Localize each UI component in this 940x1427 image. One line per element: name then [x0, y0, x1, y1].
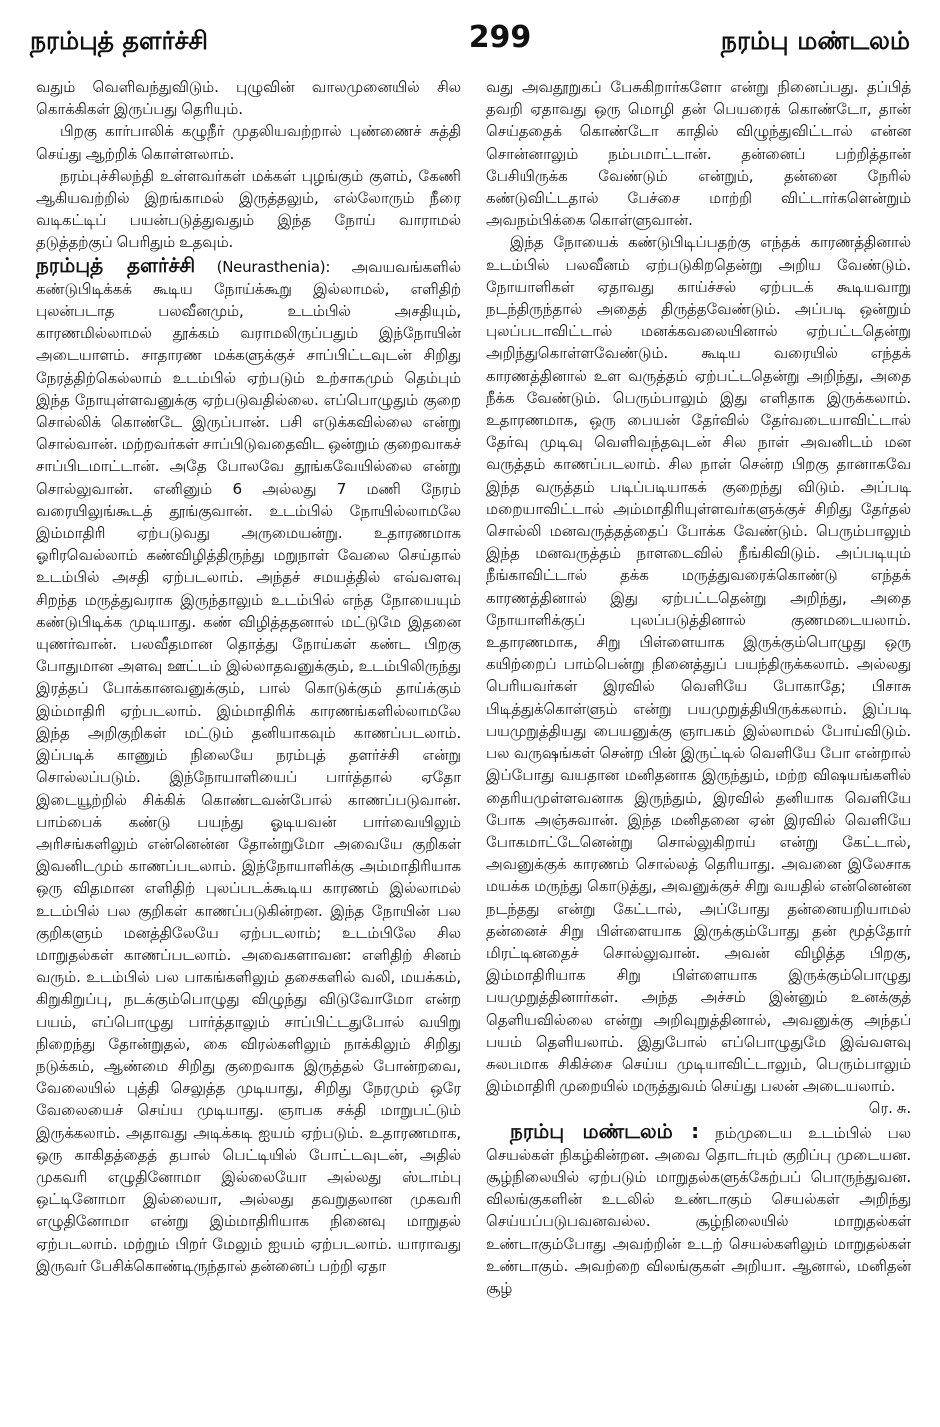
entry-body: நம்முடைய உடம்பில் பல செயல்கள் நிகழ்கின்றன. அவை தொடர்பும் குறிப்பு முடையன. சூழ்நிலையில் ஏற்படும் மாறுதல்களுக்கேற்பப் பொருந்துவன. விலங்குகளின் உடலில் உண்டாகும் செயல்கள் அறிந்து செய்யப்படுபவனவல்ல. சூழ்நிலையில் மாறுதல்கள் உண்டாகும்போது அவற்றின் உடற் செயல்களிலும் மாறுதல்கள் உண்டாகும். அவற்றை விலங்குகள் அறியா. ஆனால், மனிதன் சூழ் — [486, 1123, 911, 1297]
entry-title: நரம்புத் தளர்ச்சி — [36, 252, 196, 277]
running-head-right: நரம்பு மண்டலம் — [720, 26, 910, 55]
author-signature: ரெ. சு. — [868, 1099, 911, 1118]
left-column — [36, 76, 461, 1277]
running-head-left: நரம்புத் தளர்ச்சி — [30, 26, 208, 55]
entry-english-term: (Neurasthenia): — [216, 257, 331, 276]
paragraph: வது அவதூறுகப் பேசுகிறார்களோ என்று நினைப்பது. தப்பித் தவறி ஏதாவது ஒரு மொழி தன் பெயரைக் கொண்டோ, தான் செய்ததைக் கொண்டோ காதில் விழுந்துவிட்டால் என்ன சொன்னாலும் நம்பமாட்டான். தன்னைப் பற்றித்தான் பேசியிருக்க வேண்டும் என்றும், தன்னை நேரில் கண்டுவிட்டதால் பேச்சை மாற்றி விட்டார்களென்றும் அவநம்பிக்கை கொள்ளுவான். — [486, 78, 911, 230]
entry-paragraph — [36, 254, 461, 1277]
entry-paragraph — [486, 1120, 911, 1300]
page-number: 299 — [468, 20, 532, 55]
paragraph: நரம்புச்சிலந்தி உள்ளவர்கள் மக்கள் புழங்கும் குளம், கேணி ஆகியவற்றில் இறங்காமல் இருத்தலும், எல்லோரும் நீரை வடிகட்டிப் பயன்படுத்துவதும் இந்த நோய் வாராமல் தடுத்தற்குப் பெரிதும் உதவும். — [36, 166, 461, 252]
paragraph: வதும் வெளிவந்துவிடும். புழுவின் வாலமுனையில் சில கொக்கிகள் இருப்பது தெரியும். — [36, 78, 461, 119]
paragraph: பிறகு கார்பாலிக் கழுநீர் முதலியவற்றால் புண்ணைச் சுத்தி செய்து ஆற்றிக் கொள்ளலாம். — [36, 122, 461, 163]
right-column — [486, 76, 911, 1299]
entry-title: நரம்பு மண்டலம் : — [510, 1118, 700, 1143]
entry-body: அவயவங்களில் கண்டுபிடிக்கக் கூடிய நோய்க்கூறு இல்லாமல், எளிதிற் புலன்படாத பலவீனமும், உடம்பில் அசதியும், காரணமில்லாமல் தூக்கம் வராமலிருப்பதும் இந்நோயின் அடையாளம். சாதாரண மக்களுக்குச் சாப்பிட்டவுடன் சிறிது நேரத்திற்கெல்லாம் உடம்பில் ஏற்படும் உற்சாகமும் தெம்பும் இந்த நோயுள்ளவனுக்கு ஏற்படுவதில்லை. எப்பொழுதும் குறை சொல்லிக் கொண்டே இருப்பான். பசி எடுக்கவில்லை என்று சொல்வான். மற்றவர்கள் சாப்பிடுவதைவிட ஒன்றும் குறைவாகச் சாப்பிடமாட்டான். அதே போலவே தூங்கவேயில்லை என்று சொல்லுவான். எனினும் 6 அல்லது 7 மணி நேரம் வரையிலுங்கூடத் தூங்குவான். உடம்பில் நோயில்லாமலே இம்மாதிரி ஏற்படுவது அருமையன்று. உதாரணமாக ஓரிரவெல்லாம் கண்விழித்திருந்து மறுநாள் வேலை செய்தால் உடம்பில் அசதி ஏற்படலாம். அந்தச் சமயத்தில் எவ்வளவு சிறந்த மருத்துவராக இருந்தாலும் உடம்பில் எந்த நோயையும் கண்டுபிடிக்க முடியாது. கண் விழித்ததனால் மட்டுமே இதனை யுணர்வான். பலவீதமான தொத்து நோய்கள் கண்ட பிறகு போதுமான அளவு ஊட்டம் இல்லாதவனுக்கும், உடம்பிலிருந்து இரத்தப் போக்கானவனுக்கும், பால் கொடுக்கும் தாய்க்கும் இம்மாதிரி ஏற்படலாம். இம்மாதிரிக் காரணங்களில்லாமலே இந்த அறிகுறிகள் மட்டும் தனியாகவும் காணப்படலாம். இப்படிக் காணும் நிலையே நரம்புத் தளர்ச்சி என்று சொல்லப்படும். இந்நோயாளியைப் பார்த்தால் ஏதோ இடையூற்றில் சிக்கிக் கொண்டவன்போல் காணப்படுவான். பாம்பைக் கண்டு பயந்து ஓடியவன் பார்வையிலும் அரிசங்களிலும் என்னென்ன தோன்றுமோ அவையே குறிகள் இவனிடமும் காணப்படலாம். இந்நோயாளிக்கு அம்மாதிரியாக ஒரு விதமான எளிதிற் புலப்படக்கூடிய காரணம் இல்லாமல் உடம்பில் பல குறிகள் காணப்படுகின்றன. இந்த நோயின் பல குறிகளும் மனத்திலேயே ஏற்படலாம்; உடம்பிலே சில மாறுதல்கள் காணப்படலாம். அவைகளாவன: எளிதிற் சினம் வரும். உடம்பில் பல பாகங்களிலும் தசைகளில் வலி, மயக்கம், கிறுகிறுப்பு, நடக்கும்பொழுது விழுந்து விடுவோமோ என்ற பயம், எப்பொழுது பார்த்தாலும் சாப்பிட்டதுபோல் வயிறு நிறைந்து தோன்றுதல், கை விரல்களிலும் நாக்கிலும் சிறிது நடுக்கம், ஆண்மை சிறிது குறைவாக இருத்தல் போன்றவை, வேலையில் புத்தி செலுத்த முடியாது, சிறிது நேரமும் ஒரே வேலையைச் செய்ய முடியாது. ஞாபக சக்தி மாறுபட்டும் இருக்கலாம். அதாவது அடிக்கடி ஐயம் ஏற்படும். உதாரணமாக, ஒரு காகிதத்தைத் தபால் பெட்டியில் போட்டவுடன், அதில் முகவரி எழுதினோமா இல்லையோ அல்லது ஸ்டாம்பு ஒட்டினோமா இல்லையா, அல்லது தவறுதலான முகவரி எழுதினோமா என்று இம்மாதிரியாக நினைவு மாறுதல் ஏற்படலாம். மற்றும் பிறர் மேலும் ஐயம் ஏற்படலாம். யாராவது இருவர் பேசிக்கொண்டிருந்தால் தன்னைப் பற்றி ஏதா — [36, 257, 461, 1275]
paragraph: இந்த நோயைக் கண்டுபிடிப்பதற்கு எந்தக் காரணத்தினால் உடம்பில் பலவீனம் ஏற்படுகிறதென்று அறிய வேண்டும். நோயாளிகள் ஏதாவது காய்ச்சல் ஏற்படக் கூடியவாறு நடந்திருந்தால் அதைத் திருத்தவேண்டும். அப்படி ஒன்றும் புலப்படாவிட்டால் மனக்கவலையினால் ஏற்பட்டதென்று அறிந்துகொள்ளவேண்டும். கூடிய வரையில் எந்தக் காரணத்தினால் உள வருத்தம் ஏற்பட்டதென்று அறிந்து, அதை நீக்க வேண்டும். பெரும்பாலும் இது எளிதாக இருக்கலாம். உதாரணமாக, ஒரு பையன் தேர்வில் தேர்வடையாவிட்டால் தேர்வு முடிவு வெளிவந்தவுடன் சில நாள் அவனிடம் மன வருத்தம் காணப்படலாம். சில நாள் சென்ற பிறகு தானாகவே இந்த வருத்தம் படிப்படியாகக் குறைந்து விடும். அப்படி மறையாவிட்டால் அம்மாதிரியுள்ளவர்களுக்குச் சிறிது தேர்தல் சொல்லி மனவருத்தத்தைப் போக்க வேண்டும். பெரும்பாலும் இந்த மனவருத்தம் நாளடைவில் நீங்கிவிடும். அப்படியும் நீங்காவிட்டால் தக்க மருத்துவரைக்கொண்டு எந்தக் காரணத்தினால் இது ஏற்பட்டதென்று அறிந்து, அதை நோயாளிக்குப் புலப்படுத்தினால் குணமடையலாம். உதாரணமாக, சிறு பிள்ளையாக இருக்கும்பொழுது ஒரு கயிற்றைப் பாம்பென்று நினைத்துப் பயந்திருக்கலாம். அல்லது பெரியவர்கள் இரவில் வெளியே போகாதே; பிசாசு பிடித்துக்கொள்ளும் என்று பயமுறுத்தியிருக்கலாம். இப்படி பயமுறுத்தியது பையனுக்கு ஞாபகம் இல்லாமல் போய்விடும். பல வருஷங்கள் சென்ற பின் இருட்டில் வெளியே போ என்றால் இப்போது வயதான மனிதனாக இருந்தும், மற்ற விஷயங்களில் தைரியமுள்ளவனாக இருந்தும், இரவில் தனியாக வெளியே போக அஞ்சுவான். இந்த மனிதனை ஏன் இரவில் வெளியே போகமாட்டேனென்று சொல்லுகிறாய் என்று கேட்டால், அவனுக்குக் காரணம் சொல்லத் தெரியாது. அவனை இலேசாக மயக்க மருந்து கொடுத்து, அவனுக்குச் சிறு வயதில் என்னென்ன நடந்தது என்று கேட்டால், அப்போது தன்னையறியாமல் தன்னைச் சிறு பிள்ளையாக இருக்கும்போது தன் மூத்தோர் மிரட்டினதைச் சொல்லுவான். அவன் விழித்த பிறகு, இம்மாதிரியாக சிறு பிள்ளையாக இருக்கும்பொழுது பயமுறுத்தினார்கள். அந்த அச்சம் இன்னும் உனக்குத் தெளியவில்லை என்று அறிவுறுத்தினால், அவனுக்கு அந்தப் பயம் தெளியலாம். இதுபோல் எப்பொழுதுமே இவ்வளவு சுலபமாக சிகிச்சை செய்ய முடியாவிட்டாலும், பெரும்பாலும் இம்மாதிரி முறையில் மருத்துவம் செய்து பலன் அடையலாம். — [486, 233, 911, 1096]
page-header — [30, 20, 910, 60]
